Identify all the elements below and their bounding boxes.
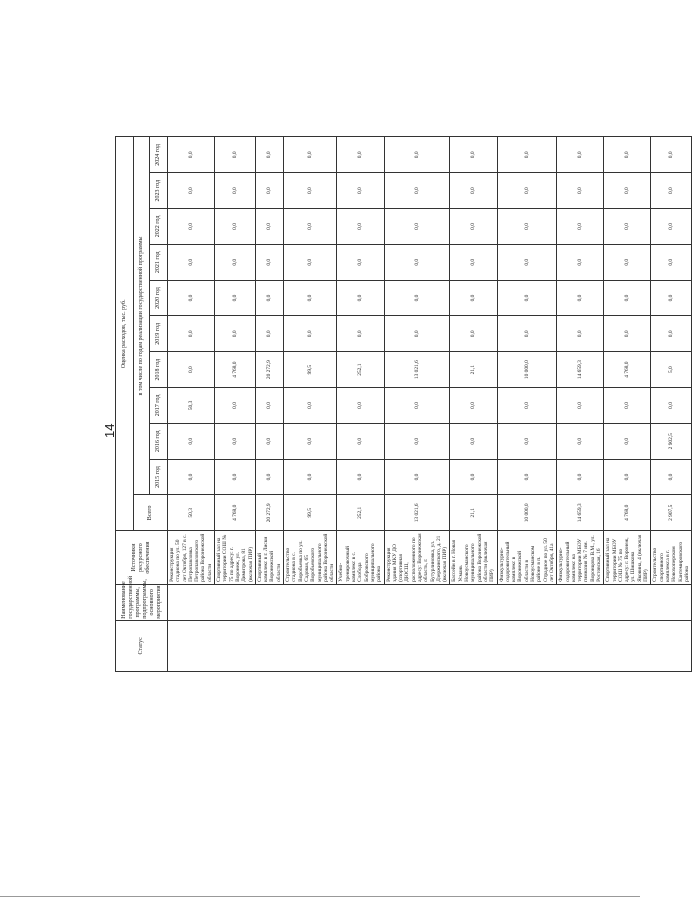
year-value-cell: 0,0	[284, 459, 337, 495]
table-row	[168, 30, 215, 672]
year-value-cell: 14 659,3	[557, 352, 604, 388]
year-value-cell: 0,0	[255, 388, 283, 424]
year-value-cell: 0,0	[255, 316, 283, 352]
year-value-cell: 21,1	[450, 352, 497, 388]
funding-source-cell: Реконструкция здания МКУ ДО (спортивная ДЮСШ, расположенного по адресу: Воронежская область, г. Бутурлиновка, ул. Дзержинского, д. 21 (включая ПИР)	[384, 531, 450, 585]
program-name-header: Наименование государственной программы, подпрограммы, основного мероприятия	[116, 584, 168, 620]
year-value-cell: 0,0	[604, 280, 651, 316]
year-value-cell: 0,0	[337, 209, 384, 245]
table-row	[497, 30, 557, 672]
year-value-cell: 0,0	[557, 459, 604, 495]
table-row	[604, 30, 651, 672]
year-header: 2020 год	[150, 280, 168, 316]
year-value-cell: 0,0	[604, 423, 651, 459]
table-row	[450, 30, 497, 672]
total-cell: 99,5	[284, 495, 337, 531]
status-header: Статус	[116, 620, 168, 671]
total-header: Всего	[134, 495, 168, 531]
year-value-cell: 0,0	[497, 423, 557, 459]
year-value-cell: 0,0	[168, 352, 215, 388]
funding-source-cell: Реконструкция стадиона по ул. 50 лет Октября, 127 в с. Петропавловка Петропавловского района Воронежской области	[168, 531, 215, 585]
year-value-cell: 0,0	[450, 388, 497, 424]
year-value-cell: 0,0	[557, 244, 604, 280]
table-row	[384, 30, 450, 672]
year-value-cell: 0,0	[255, 280, 283, 316]
year-value-cell: 0,0	[557, 209, 604, 245]
year-value-cell: 0,0	[557, 137, 604, 173]
year-value-cell: 0,0	[284, 316, 337, 352]
year-value-cell: 0,0	[557, 173, 604, 209]
year-value-cell: 252,1	[337, 352, 384, 388]
year-value-cell: 0,0	[604, 137, 651, 173]
year-header: 2015 год	[150, 459, 168, 495]
year-value-cell: 0,0	[168, 244, 215, 280]
year-value-cell: 0,0	[651, 244, 692, 280]
year-value-cell: 0,0	[384, 209, 450, 245]
program-name-cell	[168, 584, 692, 620]
table-row	[215, 30, 256, 672]
year-value-cell: 0,0	[497, 280, 557, 316]
year-value-cell: 0,0	[497, 388, 557, 424]
year-value-cell: 0,0	[557, 280, 604, 316]
funding-source-cell: Спортивный комплекс в г. Лиски Воронежской области	[255, 531, 283, 585]
year-value-cell: 20 272,9	[255, 352, 283, 388]
funding-source-cell: Бассейн в г. Новая Усмань Новоусманского муниципального района Воронежской области (включая ПИР)	[450, 531, 497, 585]
total-cell: 4 768,0	[215, 495, 256, 531]
year-value-cell: 0,0	[255, 209, 283, 245]
year-value-cell: 0,0	[337, 244, 384, 280]
year-header: 2019 год	[150, 316, 168, 352]
year-value-cell: 0,0	[497, 209, 557, 245]
cost-estimate-header: Оценка расходов, тыс. руб.	[116, 137, 134, 531]
year-value-cell: 0,0	[604, 209, 651, 245]
funding-source-cell: Спортивный зал на территории СОШ № 75 по адресу: г. Воронеж, ул. Димитрова, 81 (включая ПИР)	[215, 531, 256, 585]
year-value-cell: 0,0	[497, 316, 557, 352]
by-years-header: в том числе по годам реализации государственной программы	[134, 137, 150, 495]
table-row	[284, 30, 337, 672]
year-value-cell: 0,0	[255, 244, 283, 280]
funding-source-cell: Учебно-тренировочный комплекс в с. Слобода Бобровского муниципального района	[337, 531, 384, 585]
year-value-cell: 0,0	[215, 316, 256, 352]
year-value-cell: 0,0	[168, 280, 215, 316]
page-bottom-rule	[0, 896, 640, 897]
year-value-cell: 0,0	[651, 459, 692, 495]
year-value-cell: 0,0	[497, 244, 557, 280]
year-value-cell: 0,0	[651, 209, 692, 245]
total-cell: 10 000,0	[497, 495, 557, 531]
year-value-cell: 0,0	[284, 388, 337, 424]
total-cell: 13 021,6	[384, 495, 450, 531]
year-value-cell: 0,0	[284, 209, 337, 245]
year-value-cell: 0,0	[450, 280, 497, 316]
year-value-cell: 0,0	[215, 137, 256, 173]
year-header: 2021 год	[150, 244, 168, 280]
funding-source-cell: Физкультурно-оздоровительный комплекс на территории МБОУ гимназия № 7 им. Воронцова В.М., ул. Ростовская, 16	[557, 531, 604, 585]
year-value-cell: 0,0	[497, 137, 557, 173]
funding-source-cell: Физкультурно-оздоровительный комплекс в Воронежской области в Новоусманском районе в п. Отрадное по ул. 50 лет Октября, 41а	[497, 531, 557, 585]
page-number: 14	[102, 423, 117, 438]
year-value-cell: 0,0	[384, 388, 450, 424]
table-row	[651, 30, 692, 672]
year-value-cell: 0,0	[384, 244, 450, 280]
year-value-cell: 0,0	[384, 459, 450, 495]
year-value-cell: 0,0	[557, 388, 604, 424]
year-value-cell: 0,0	[284, 423, 337, 459]
year-value-cell: 0,0	[337, 459, 384, 495]
status-cell	[168, 620, 692, 671]
total-cell: 2 907,5	[651, 495, 692, 531]
year-value-cell: 0,0	[168, 137, 215, 173]
year-value-cell: 0,0	[450, 209, 497, 245]
year-value-cell: 0,0	[168, 316, 215, 352]
year-value-cell: 0,0	[215, 459, 256, 495]
year-value-cell: 0,0	[337, 316, 384, 352]
year-header: 2022 год	[150, 209, 168, 245]
funding-source-cell: Спортивный зал на территории МБОУ СОШ № 75 по адресу: г. Воронеж, ул. Шишкова Яковина, 4 (включая ПИР)	[604, 531, 651, 585]
funding-source-cell: Строительство спортивного комплекса в г. Новохоперском Кантемировского района	[651, 531, 692, 585]
year-value-cell: 0,0	[651, 388, 692, 424]
year-header: 2017 год	[150, 388, 168, 424]
year-value-cell: 0,0	[384, 316, 450, 352]
expense-table-page	[115, 29, 690, 672]
year-value-cell: 0,0	[384, 423, 450, 459]
year-value-cell: 2 902,5	[651, 423, 692, 459]
year-value-cell: 0,0	[604, 388, 651, 424]
year-value-cell: 0,0	[450, 137, 497, 173]
year-header: 2023 год	[150, 173, 168, 209]
year-value-cell: 0,0	[215, 173, 256, 209]
total-cell: 4 768,0	[604, 495, 651, 531]
year-value-cell: 0,0	[651, 137, 692, 173]
year-value-cell: 0,0	[337, 388, 384, 424]
year-value-cell: 0,0	[604, 459, 651, 495]
year-value-cell: 0,0	[284, 244, 337, 280]
year-value-cell: 13 021,6	[384, 352, 450, 388]
year-value-cell: 0,0	[651, 316, 692, 352]
year-value-cell: 5,0	[651, 352, 692, 388]
year-value-cell: 0,0	[337, 423, 384, 459]
year-header: 2018 год	[150, 352, 168, 388]
year-value-cell: 0,0	[450, 244, 497, 280]
year-value-cell: 0,0	[384, 280, 450, 316]
year-value-cell: 0,0	[215, 423, 256, 459]
year-value-cell: 99,5	[284, 352, 337, 388]
year-header: 2024 год	[150, 137, 168, 173]
year-value-cell: 0,0	[384, 173, 450, 209]
year-value-cell: 0,0	[497, 459, 557, 495]
year-value-cell: 0,0	[557, 316, 604, 352]
funding-source-cell: Строительство стадиона в с. Воробьевка по ул. Садовая, 65 Воробьевского муниципального района Воронежской области	[284, 531, 337, 585]
year-header: 2016 год	[150, 423, 168, 459]
year-value-cell: 0,0	[215, 280, 256, 316]
total-cell: 50,3	[168, 495, 215, 531]
year-value-cell: 0,0	[604, 244, 651, 280]
year-value-cell: 0,0	[450, 173, 497, 209]
year-value-cell: 0,0	[168, 209, 215, 245]
total-cell: 252,1	[337, 495, 384, 531]
year-value-cell: 10 000,0	[497, 352, 557, 388]
year-value-cell: 0,0	[651, 280, 692, 316]
year-value-cell: 0,0	[450, 423, 497, 459]
year-value-cell: 0,0	[255, 137, 283, 173]
year-value-cell: 0,0	[450, 459, 497, 495]
year-value-cell: 0,0	[168, 459, 215, 495]
year-value-cell: 0,0	[215, 209, 256, 245]
year-value-cell: 0,0	[168, 173, 215, 209]
year-value-cell: 0,0	[255, 459, 283, 495]
total-cell: 20 272,9	[255, 495, 283, 531]
year-value-cell: 0,0	[255, 173, 283, 209]
year-value-cell: 0,0	[604, 316, 651, 352]
table-row	[557, 30, 604, 672]
year-value-cell: 4 768,0	[215, 352, 256, 388]
year-value-cell: 0,0	[557, 423, 604, 459]
table-row	[255, 30, 283, 672]
year-value-cell: 0,0	[384, 137, 450, 173]
year-value-cell: 4 768,0	[604, 352, 651, 388]
total-cell: 14 659,3	[557, 495, 604, 531]
year-value-cell: 0,0	[337, 280, 384, 316]
year-value-cell: 0,0	[215, 244, 256, 280]
year-value-cell: 0,0	[497, 173, 557, 209]
year-value-cell: 0,0	[337, 173, 384, 209]
year-value-cell: 0,0	[284, 137, 337, 173]
year-value-cell: 0,0	[284, 173, 337, 209]
funding-source-header: Источники ресурсного обеспечения	[116, 531, 168, 585]
table-row	[337, 30, 384, 672]
expense-table	[115, 29, 692, 672]
year-value-cell: 0,0	[604, 173, 651, 209]
year-value-cell: 0,0	[215, 388, 256, 424]
total-cell: 21,1	[450, 495, 497, 531]
year-value-cell: 50,3	[168, 388, 215, 424]
year-value-cell: 0,0	[284, 280, 337, 316]
year-value-cell: 0,0	[651, 173, 692, 209]
year-value-cell: 0,0	[255, 423, 283, 459]
year-value-cell: 0,0	[337, 137, 384, 173]
year-value-cell: 0,0	[168, 423, 215, 459]
year-value-cell: 0,0	[450, 316, 497, 352]
